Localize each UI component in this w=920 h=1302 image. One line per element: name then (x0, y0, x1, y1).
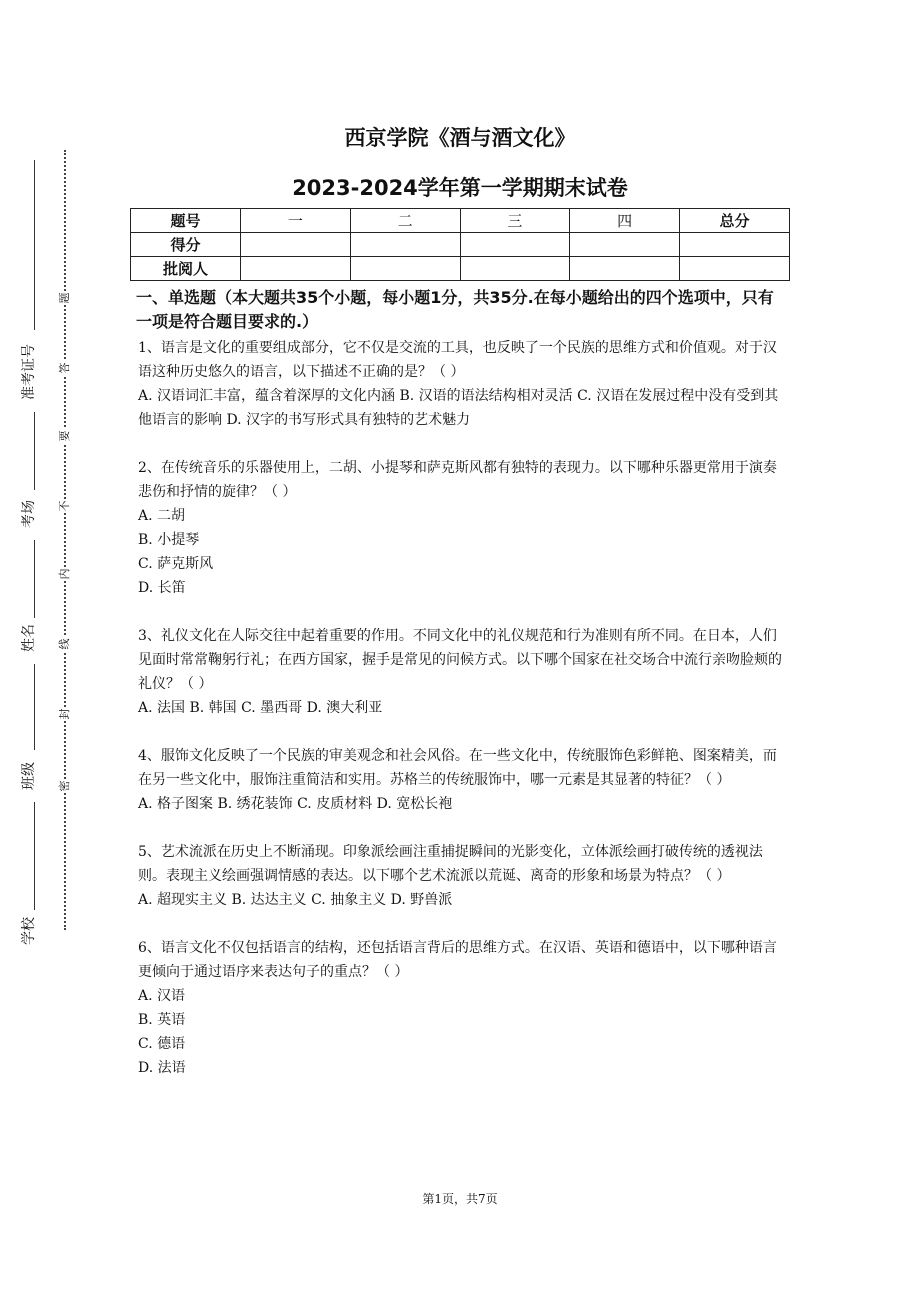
binding-sidebar (0, 0, 80, 1302)
table-header-cell: 题号 (131, 209, 241, 233)
grader-cell (460, 257, 570, 281)
seal-char: 密 (58, 780, 71, 792)
seal-char: 不 (58, 500, 71, 512)
table-header-cell: 三 (460, 209, 570, 233)
question-options: A. 法国 B. 韩国 C. 墨西哥 D. 澳大利亚 (138, 700, 383, 716)
score-cell (241, 233, 351, 257)
page-subtitle: 2023-2024学年第一学期期末试卷 (292, 176, 628, 200)
seal-char: 要 (58, 430, 71, 442)
label-exam-number: 准考证号 (21, 344, 37, 400)
score-cell (570, 233, 680, 257)
row-label-grader: 批阅人 (131, 257, 241, 281)
score-cell (680, 233, 790, 257)
seal-char: 封 (58, 708, 71, 720)
question-stem: 5、艺术流派在历史上不断涌现。印象派绘画注重捕捉瞬间的光影变化，立体派绘画打破传统的透视法则。表现主义绘画强调情感的表达。以下哪个艺术流派以荒诞、离奇的形象和场景为特点？（ ） (138, 844, 763, 884)
option-a: A. 二胡 (138, 508, 186, 524)
table-header-cell: 二 (350, 209, 460, 233)
option-b: B. 小提琴 (138, 532, 200, 548)
option-a: A. 汉语 (138, 988, 186, 1004)
question-stem: 2、在传统音乐的乐器使用上，二胡、小提琴和萨克斯风都有独特的表现力。以下哪种乐器更常用于演奏悲伤和抒情的旋律？（ ） (138, 460, 777, 500)
question-options: A. 超现实主义 B. 达达主义 C. 抽象主义 D. 野兽派 (138, 892, 453, 908)
grader-cell (570, 257, 680, 281)
question-2 (138, 456, 788, 600)
table-row (131, 209, 790, 233)
option-c: C. 德语 (138, 1036, 186, 1052)
question-4 (138, 744, 788, 816)
seal-char: 内 (58, 568, 71, 580)
blank-name (34, 540, 35, 618)
question-1 (138, 336, 788, 432)
option-b: B. 英语 (138, 1012, 186, 1028)
page-footer: 第1页，共7页 (422, 1192, 498, 1206)
page-title: 西京学院《酒与酒文化》 (344, 126, 576, 150)
label-name: 姓名 (21, 624, 37, 652)
seal-char: 线 (58, 638, 71, 650)
question-options: A. 汉语词汇丰富，蕴含着深厚的文化内涵 B. 汉语的语法结构相对灵活 C. 汉语在发展过程中没有受到其他语言的影响 D. 汉字的书写形式具有独特的艺术魅力 (138, 388, 779, 428)
question-stem: 1、语言是文化的重要组成部分，它不仅是交流的工具，也反映了一个民族的思维方式和价值观。对于汉语这种历史悠久的语言，以下描述不正确的是？（ ） (138, 340, 777, 380)
option-d: D. 法语 (138, 1060, 186, 1076)
score-table (130, 208, 790, 281)
score-cell (460, 233, 570, 257)
table-header-cell: 一 (241, 209, 351, 233)
seal-char: 题 (58, 292, 71, 304)
blank-exam-number (34, 160, 35, 330)
label-exam-room: 考场 (21, 500, 37, 528)
question-6 (138, 936, 788, 1080)
grader-cell (241, 257, 351, 281)
grader-cell (680, 257, 790, 281)
section-heading: 一、单选题（本大题共35个小题，每小题1分，共35分.在每小题给出的四个选项中，只有一项是符合题目要求的.） (136, 288, 774, 331)
table-header-cell: 四 (570, 209, 680, 233)
score-cell (350, 233, 460, 257)
blank-exam-room (34, 412, 35, 490)
label-class: 班级 (21, 762, 37, 790)
question-options: A. 格子图案 B. 绣花装饰 C. 皮质材料 D. 宽松长袍 (138, 796, 453, 812)
blank-school (34, 802, 35, 910)
question-stem: 6、语言文化不仅包括语言的结构，还包括语言背后的思维方式。在汉语、英语和德语中，以下哪种语言更倾向于通过语序来表达句子的重点？（ ） (138, 940, 777, 980)
table-row (131, 233, 790, 257)
option-c: C. 萨克斯风 (138, 556, 214, 572)
seal-line (64, 150, 66, 930)
label-school: 学校 (21, 917, 37, 945)
table-header-cell: 总分 (680, 209, 790, 233)
blank-class (34, 664, 35, 750)
seal-char: 答 (58, 362, 71, 374)
table-row (131, 257, 790, 281)
question-5 (138, 840, 788, 912)
option-d: D. 长笛 (138, 580, 186, 596)
grader-cell (350, 257, 460, 281)
row-label-score: 得分 (131, 233, 241, 257)
question-stem: 3、礼仪文化在人际交往中起着重要的作用。不同文化中的礼仪规范和行为准则有所不同。在日本，人们见面时常常鞠躬行礼；在西方国家，握手是常见的问候方式。以下哪个国家在社交场合中流行亲吻脸颊的礼仪？（ ） (138, 628, 782, 692)
question-stem: 4、服饰文化反映了一个民族的审美观念和社会风俗。在一些文化中，传统服饰色彩鲜艳、图案精美，而在另一些文化中，服饰注重简洁和实用。苏格兰的传统服饰中，哪一元素是其显著的特征？（ ） (138, 748, 777, 788)
question-3 (138, 624, 788, 720)
exam-content (138, 286, 788, 1080)
